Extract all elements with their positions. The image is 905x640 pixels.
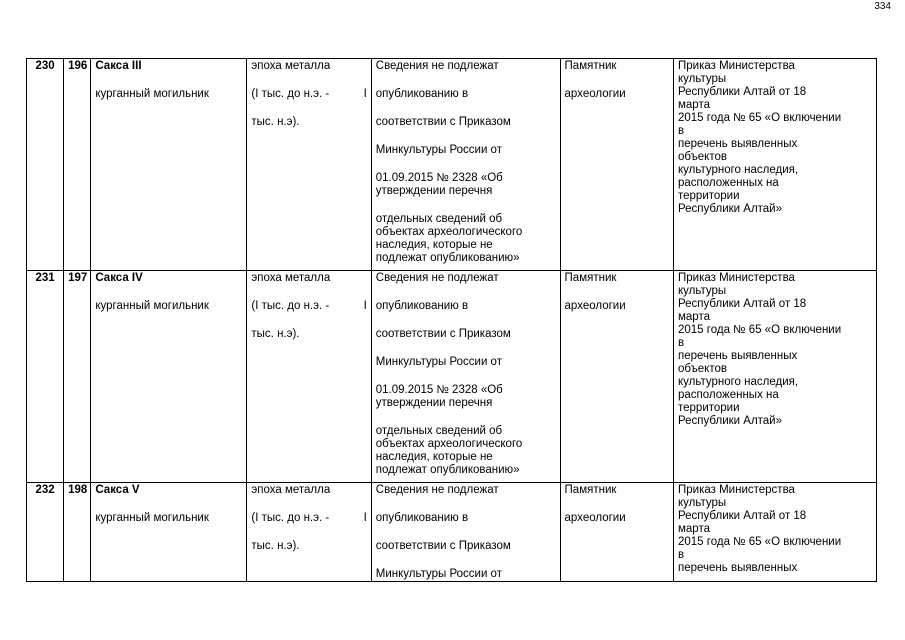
order-line: марта xyxy=(678,523,710,535)
order-line: в xyxy=(678,125,685,137)
info-line: утверждении перечня xyxy=(375,185,493,197)
period-cell xyxy=(247,483,371,582)
order-line: культуры xyxy=(678,285,727,297)
info-line: соответствии с Приказом xyxy=(375,116,511,128)
period-line: тыс. н.э). xyxy=(251,328,300,340)
info-line: подлежат опубликованию» xyxy=(375,252,520,264)
category-line: археологии xyxy=(564,512,626,524)
table-row xyxy=(27,59,877,271)
order-line: 2015 года № 65 «О включении xyxy=(678,324,842,336)
order-line: Приказ Министерства xyxy=(678,60,795,72)
order-line: территории xyxy=(678,190,740,202)
period-line: эпоха металла xyxy=(251,484,331,496)
category-line: Памятник xyxy=(564,272,617,284)
period-line: эпоха металла xyxy=(251,272,331,284)
category-line: археологии xyxy=(564,300,626,312)
publication-info-cell xyxy=(371,483,560,582)
order-line: перечень выявленных xyxy=(678,562,798,574)
info-line: 01.09.2015 № 2328 «Об xyxy=(375,172,503,184)
order-line: 2015 года № 65 «О включении xyxy=(678,536,842,548)
order-line: культурного наследия, xyxy=(678,164,799,176)
order-line: марта xyxy=(678,99,710,111)
info-line: объектах археологического xyxy=(375,226,523,238)
order-line: объектов xyxy=(678,151,727,163)
order-line: в xyxy=(678,337,685,349)
order-line: перечень выявленных xyxy=(678,350,798,362)
order-line: культурного наследия, xyxy=(678,376,799,388)
order-line: Приказ Министерства xyxy=(678,484,795,496)
category-line: Памятник xyxy=(564,60,617,72)
row-number: 232 xyxy=(27,483,64,582)
info-line: Сведения не подлежат xyxy=(375,484,499,496)
order-cell xyxy=(674,271,877,483)
order-line: культуры xyxy=(678,497,727,509)
heritage-register-table xyxy=(26,58,877,582)
order-line: Республики Алтай от 18 xyxy=(678,298,807,310)
object-name-cell xyxy=(91,483,247,582)
period-cell xyxy=(247,59,371,271)
row-number: 230 xyxy=(27,59,64,271)
object-id: 197 xyxy=(64,271,91,483)
info-line: Минкультуры России от xyxy=(375,144,502,156)
info-line: соответствии с Приказом xyxy=(375,328,511,340)
page-number: 334 xyxy=(874,1,891,12)
period-cell xyxy=(247,271,371,483)
period-line: тыс. н.э). xyxy=(251,540,300,552)
info-line: опубликованию в xyxy=(375,88,469,100)
category-cell xyxy=(560,59,673,271)
table-row xyxy=(27,271,877,483)
period-line: (I тыс. до н.э. - I xyxy=(251,512,367,524)
info-line: Сведения не подлежат xyxy=(375,60,499,72)
order-line: объектов xyxy=(678,363,727,375)
object-type: курганный могильник xyxy=(95,512,209,524)
category-line: археологии xyxy=(564,88,626,100)
order-line: Республики Алтай от 18 xyxy=(678,510,807,522)
object-name: Сакса III xyxy=(95,60,142,72)
row-number: 231 xyxy=(27,271,64,483)
info-line: 01.09.2015 № 2328 «Об xyxy=(375,384,503,396)
category-line: Памятник xyxy=(564,484,617,496)
object-type: курганный могильник xyxy=(95,300,209,312)
info-line: отдельных сведений об xyxy=(375,213,503,225)
publication-info-cell xyxy=(371,59,560,271)
order-cell xyxy=(674,59,877,271)
object-id: 196 xyxy=(64,59,91,271)
period-line: эпоха металла xyxy=(251,60,331,72)
object-type: курганный могильник xyxy=(95,88,209,100)
order-line: марта xyxy=(678,311,710,323)
info-line: объектах археологического xyxy=(375,438,523,450)
category-cell xyxy=(560,271,673,483)
order-line: Республики Алтай» xyxy=(678,415,783,427)
order-line: Республики Алтай от 18 xyxy=(678,86,807,98)
info-line: опубликованию в xyxy=(375,512,469,524)
order-line: Республики Алтай» xyxy=(678,203,783,215)
object-id: 198 xyxy=(64,483,91,582)
info-line: отдельных сведений об xyxy=(375,425,503,437)
period-line: тыс. н.э). xyxy=(251,116,300,128)
object-name: Сакса V xyxy=(95,484,140,496)
info-line: подлежат опубликованию» xyxy=(375,464,520,476)
info-line: соответствии с Приказом xyxy=(375,540,511,552)
info-line: наследия, которые не xyxy=(375,239,493,251)
info-line: опубликованию в xyxy=(375,300,469,312)
object-name: Сакса IV xyxy=(95,272,143,284)
order-line: Приказ Министерства xyxy=(678,272,795,284)
period-line: (I тыс. до н.э. - I xyxy=(251,300,367,312)
order-line: перечень выявленных xyxy=(678,138,798,150)
order-line: территории xyxy=(678,402,740,414)
object-name-cell xyxy=(91,59,247,271)
object-name-cell xyxy=(91,271,247,483)
order-line: в xyxy=(678,549,685,561)
category-cell xyxy=(560,483,673,582)
table-row xyxy=(27,483,877,582)
order-line: расположенных на xyxy=(678,389,779,401)
order-line: 2015 года № 65 «О включении xyxy=(678,112,842,124)
info-line: Минкультуры России от xyxy=(375,568,502,580)
order-line: расположенных на xyxy=(678,177,779,189)
publication-info-cell xyxy=(371,271,560,483)
order-cell xyxy=(674,483,877,582)
info-line: утверждении перечня xyxy=(375,397,493,409)
period-line: (I тыс. до н.э. - I xyxy=(251,88,367,100)
order-line: культуры xyxy=(678,73,727,85)
info-line: Минкультуры России от xyxy=(375,356,502,368)
info-line: наследия, которые не xyxy=(375,451,493,463)
info-line: Сведения не подлежат xyxy=(375,272,499,284)
